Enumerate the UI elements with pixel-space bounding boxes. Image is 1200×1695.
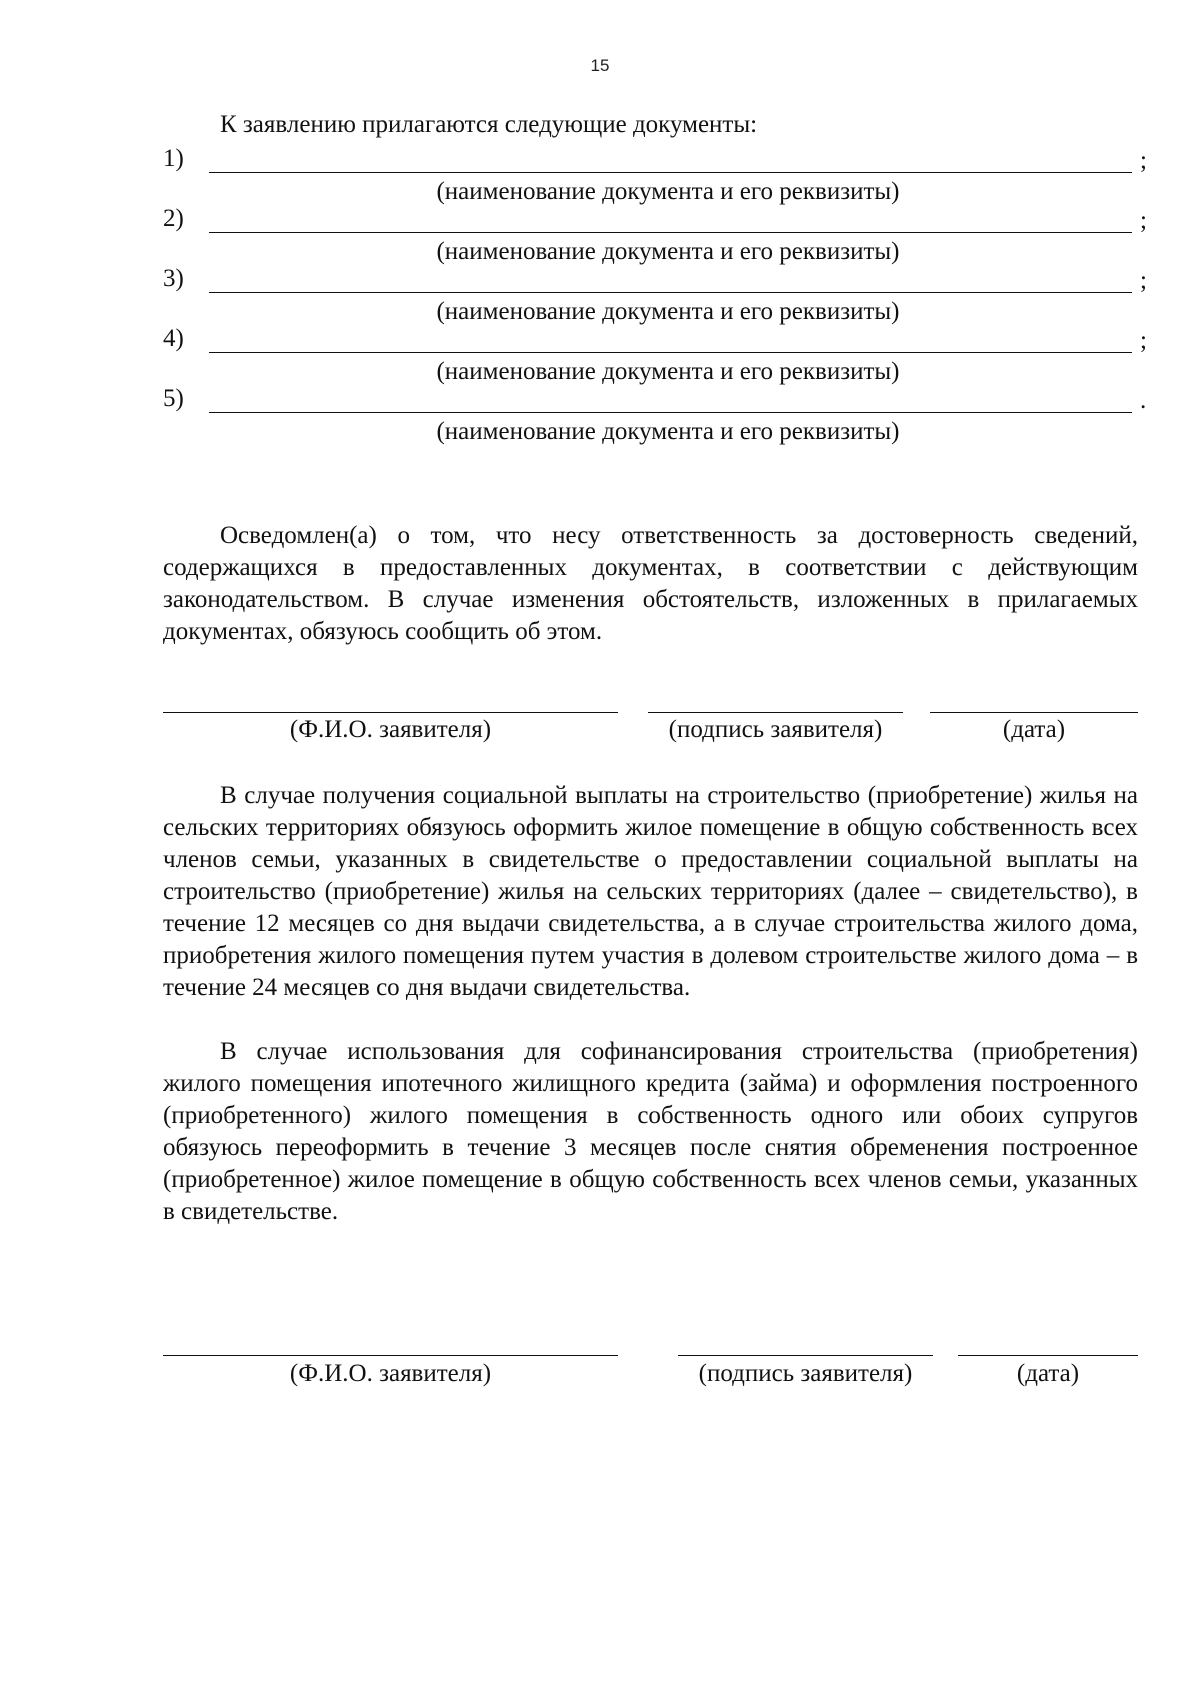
document-punctuation: ;: [1140, 207, 1147, 234]
document-item: [163, 385, 1153, 445]
applicant-name-line[interactable]: [163, 712, 618, 713]
date-caption: (дата): [1002, 716, 1066, 743]
obligation-paragraph-2: В случае использования для софинансирования строительства (приобретения) жилого помещения ипотечного жилищного кредита (займа) и оформления построенного (приобретенного) жилого помещения в собственность одного или обоих супругов обязуюсь переоформить в течение 3 месяцев после снятия обременения построенное (приобретенное) жилое помещение в общую собственность всех членов семьи, указанных в свидетельстве.: [163, 1038, 1138, 1225]
document-number: 5): [163, 385, 184, 412]
notice-paragraph: Осведомлен(а) о том, что несу ответственность за достоверность сведений, содержащихся в предоставленных документах, в соответствии с действующим законодательством. В случае изменения обстоятельств, изложенных в прилагаемых документах, обязуюсь сообщить об этом.: [163, 522, 1138, 645]
applicant-signature-caption: (подпись заявителя): [668, 716, 883, 743]
date-caption: (дата): [1016, 1360, 1080, 1387]
applicant-signature-line[interactable]: [648, 712, 903, 713]
document-caption: (наименование документа и его реквизиты): [436, 178, 900, 205]
document-input-line[interactable]: [209, 412, 1132, 413]
page-number: 15: [590, 56, 610, 75]
document-caption: (наименование документа и его реквизиты): [436, 418, 900, 445]
document-caption: (наименование документа и его реквизиты): [436, 358, 900, 385]
date-line[interactable]: [930, 712, 1138, 713]
document-punctuation: .: [1140, 387, 1147, 414]
applicant-signature-line[interactable]: [678, 1355, 933, 1356]
document-item: [163, 145, 1153, 205]
document-item: [163, 325, 1153, 385]
document-caption: (наименование документа и его реквизиты): [436, 238, 900, 265]
applicant-name-caption: (Ф.И.О. заявителя): [289, 716, 492, 743]
document-number: 4): [163, 325, 184, 352]
document-input-line[interactable]: [209, 352, 1132, 353]
document-number: 3): [163, 265, 184, 292]
obligation-paragraph-1: В случае получения социальной выплаты на строительство (приобретение) жилья на сельских территориях обязуюсь оформить жилое помещение в общую собственность всех членов семьи, указанных в свидетельстве о предоставлении социальной выплаты на строительство (приобретение) жилья на сельских территориях (далее – свидетельство), в течение 12 месяцев со дня выдачи свидетельства, а в случае строительства жилого дома, приобретения жилого помещения путем участия в долевом строительстве жилого дома – в течение 24 месяцев со дня выдачи свидетельства.: [163, 782, 1138, 1001]
document-number: 1): [163, 145, 184, 172]
document-input-line[interactable]: [209, 292, 1132, 293]
document-number: 2): [163, 205, 184, 232]
document-item: [163, 205, 1153, 265]
applicant-name-caption: (Ф.И.О. заявителя): [289, 1360, 492, 1387]
document-punctuation: ;: [1140, 267, 1147, 294]
document-input-line[interactable]: [209, 232, 1132, 233]
document-item: [163, 265, 1153, 325]
attachments-intro: К заявлению прилагаются следующие документы:: [220, 111, 758, 138]
applicant-name-line[interactable]: [163, 1355, 618, 1356]
applicant-signature-caption: (подпись заявителя): [698, 1360, 913, 1387]
document-input-line[interactable]: [209, 172, 1132, 173]
document-punctuation: ;: [1140, 147, 1147, 174]
document-caption: (наименование документа и его реквизиты): [436, 298, 900, 325]
document-punctuation: ;: [1140, 327, 1147, 354]
date-line[interactable]: [958, 1355, 1138, 1356]
